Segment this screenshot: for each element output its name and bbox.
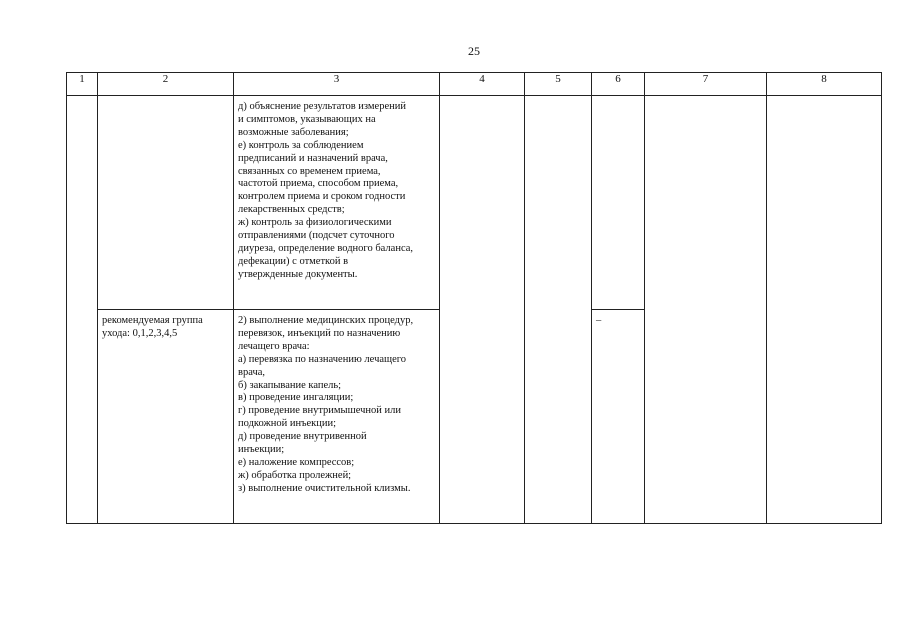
cell-col6-dash — [592, 310, 645, 524]
column-header: 2 — [98, 73, 234, 96]
cell-col6 — [592, 96, 645, 310]
cell-col3-monitoring-tasks — [234, 96, 440, 310]
care-group-text: рекомендуемая группа ухода: 0,1,2,3,4,5 — [102, 315, 203, 339]
list-item: 2) выполнение медицинских процедур, перевязок, инъекций по назначению лечащего врача: — [238, 315, 414, 352]
cell-col8 — [767, 96, 882, 524]
table-header-row — [67, 73, 882, 96]
column-header: 8 — [767, 73, 882, 96]
column-header: 5 — [525, 73, 592, 96]
column-header: 7 — [645, 73, 767, 96]
services-table — [66, 72, 882, 524]
list-item: г) проведение внутримышечной или подкожной инъекции; — [238, 405, 401, 430]
cell-care-group — [98, 310, 234, 524]
column-header: 4 — [440, 73, 525, 96]
dash-mark: – — [596, 315, 602, 326]
cell-col5 — [525, 96, 592, 524]
list-item: д) проведение внутривенной инъекции; — [238, 431, 367, 456]
column-header: 6 — [592, 73, 645, 96]
column-header: 3 — [234, 73, 440, 96]
table-row — [67, 96, 882, 310]
list-item: а) перевязка по назначению лечащего врача, — [238, 353, 407, 378]
list-item: в) проведение ингаляции; — [238, 392, 354, 404]
list-item: з) выполнение очистительной клизмы. — [238, 482, 411, 494]
column-header: 1 — [67, 73, 98, 96]
list-item: д) объяснение результатов измерений и симптомов, указывающих на возможные заболевания; — [238, 101, 406, 138]
cell-col3-procedures — [234, 310, 440, 524]
cell-col2 — [98, 96, 234, 310]
list-item: ж) обработка пролежней; — [238, 469, 352, 481]
page-number: 25 — [468, 44, 480, 58]
cell-col1 — [67, 96, 98, 524]
list-item: е) контроль за соблюдением предписаний и назначений врача, связанных со временем приема, частотой приема, способом приема, контролем приема и сроком годности лекарственных средств; — [238, 139, 406, 216]
list-item: е) наложение компрессов; — [238, 456, 355, 468]
cell-col4 — [440, 96, 525, 524]
list-item: ж) контроль за физиологическими отправлениями (подсчет суточного диуреза, определение водного баланса, дефекации) с отметкой в утвержденные документы. — [238, 217, 414, 280]
cell-col7 — [645, 96, 767, 524]
list-item: б) закапывание капель; — [238, 379, 342, 391]
